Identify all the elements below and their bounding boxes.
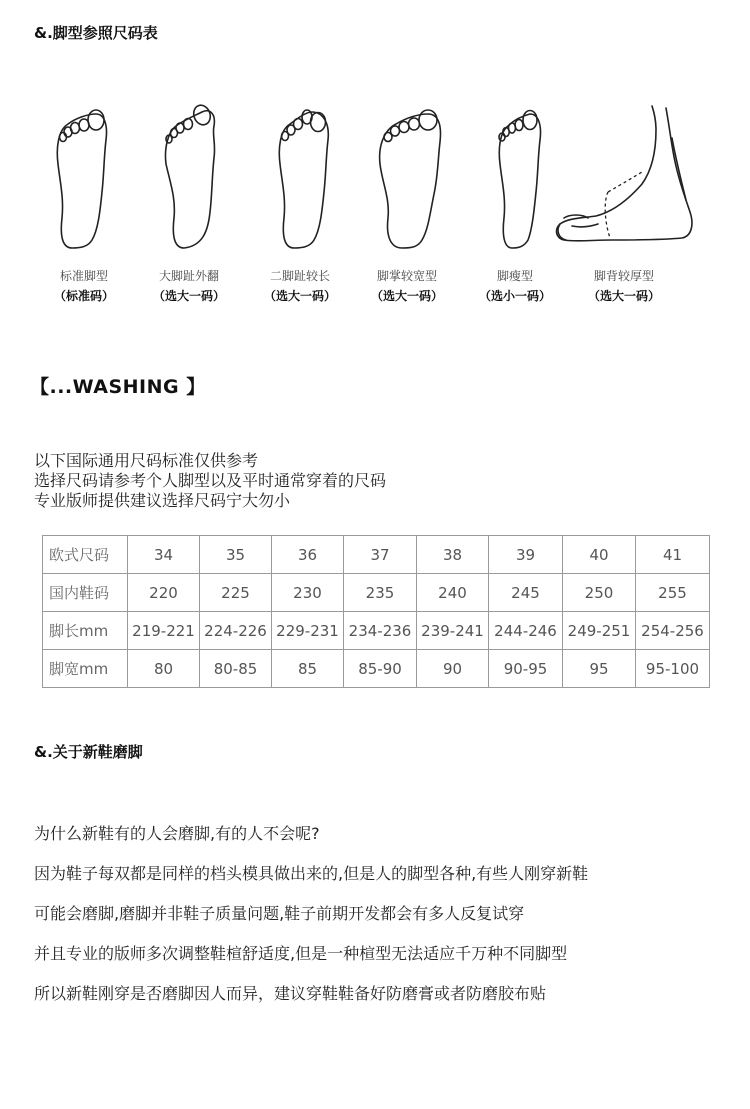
foot-type-note: （选大一码） [370,289,443,303]
foot-type-label: 标准脚型 [59,269,108,283]
size-table-cell: 35 [200,536,272,574]
paragraph-line: 因为鞋子每双都是同样的档头模具做出来的,但是人的脚型各种,有些人刚穿新鞋 [34,864,589,883]
size-table-cell: 80 [128,650,200,688]
section-title-new-shoes: &.关于新鞋磨脚 [34,743,143,761]
size-table-cell: 80-85 [200,650,272,688]
intro-line: 选择尺码请参考个人脚型以及平时通常穿着的尺码 [34,471,387,490]
size-table-cell: 249-251 [563,612,636,650]
foot-type-label: 脚瘦型 [496,269,533,283]
size-table-row [43,612,710,650]
foot-type-label: 二脚趾较长 [269,269,330,283]
paragraph-line: 为什么新鞋有的人会磨脚,有的人不会呢? [34,824,320,843]
size-table-cell: 95 [563,650,636,688]
size-table-cell: 254-256 [636,612,710,650]
foot-type-note: （选小一码） [478,289,551,303]
long-second-toe-foot-icon [262,100,352,260]
size-table-row-header: 欧式尺码 [43,536,128,574]
size-table-cell: 85 [272,650,344,688]
size-table-cell: 85-90 [344,650,417,688]
size-table-cell: 250 [563,574,636,612]
size-table-cell: 34 [128,536,200,574]
washing-heading: 【...WASHING 】 [30,376,206,398]
size-table-cell: 90-95 [489,650,563,688]
size-table-row [43,650,710,688]
size-table-cell: 235 [344,574,417,612]
size-table-cell: 224-226 [200,612,272,650]
foot-type-label: 脚背较厚型 [593,269,654,283]
size-table-cell: 41 [636,536,710,574]
foot-type-note: （选大一码） [263,289,336,303]
section-title-foot-chart: &.脚型参照尺码表 [34,24,158,42]
size-table-cell: 255 [636,574,710,612]
intro-line: 以下国际通用尺码标准仅供参考 [34,451,259,470]
foot-type-note: （选大一码） [152,289,225,303]
size-table-cell: 220 [128,574,200,612]
size-table-row [43,574,710,612]
size-table-cell: 39 [489,536,563,574]
size-table-cell: 37 [344,536,417,574]
paragraph-line: 并且专业的版师多次调整鞋楦舒适度,但是一种楦型无法适应千万种不同脚型 [34,944,568,963]
size-table-row-header: 脚宽mm [43,650,128,688]
foot-type-note: （标准码） [53,289,114,303]
size-table-cell: 219-221 [128,612,200,650]
size-table-cell: 244-246 [489,612,563,650]
size-table-cell: 239-241 [417,612,489,650]
foot-type-note: （选大一码） [587,289,660,303]
foot-type-label: 脚掌较宽型 [376,269,437,283]
size-table-cell: 90 [417,650,489,688]
size-table-row-header: 脚长mm [43,612,128,650]
size-table-cell: 240 [417,574,489,612]
size-table-cell: 230 [272,574,344,612]
standard-foot-icon [40,100,130,260]
size-table-cell: 245 [489,574,563,612]
high-instep-foot-icon [552,100,702,260]
bunion-foot-icon [150,100,240,260]
paragraph-line: 所以新鞋刚穿是否磨脚因人而异，建议穿鞋鞋备好防磨膏或者防磨胶布贴 [34,984,547,1003]
size-table-cell: 38 [417,536,489,574]
size-table-cell: 225 [200,574,272,612]
size-table-cell: 234-236 [344,612,417,650]
intro-line: 专业版师提供建议选择尺码宁大勿小 [34,491,291,510]
size-table-cell: 36 [272,536,344,574]
size-table-row-header: 国内鞋码 [43,574,128,612]
size-table-cell: 95-100 [636,650,710,688]
foot-type-label: 大脚趾外翻 [158,269,219,283]
size-table-row [43,536,710,574]
size-table-cell: 229-231 [272,612,344,650]
size-chart-table [42,535,710,688]
wide-foot-icon [368,100,463,260]
size-table-cell: 40 [563,536,636,574]
paragraph-line: 可能会磨脚,磨脚并非鞋子质量问题,鞋子前期开发都会有多人反复试穿 [34,904,525,923]
